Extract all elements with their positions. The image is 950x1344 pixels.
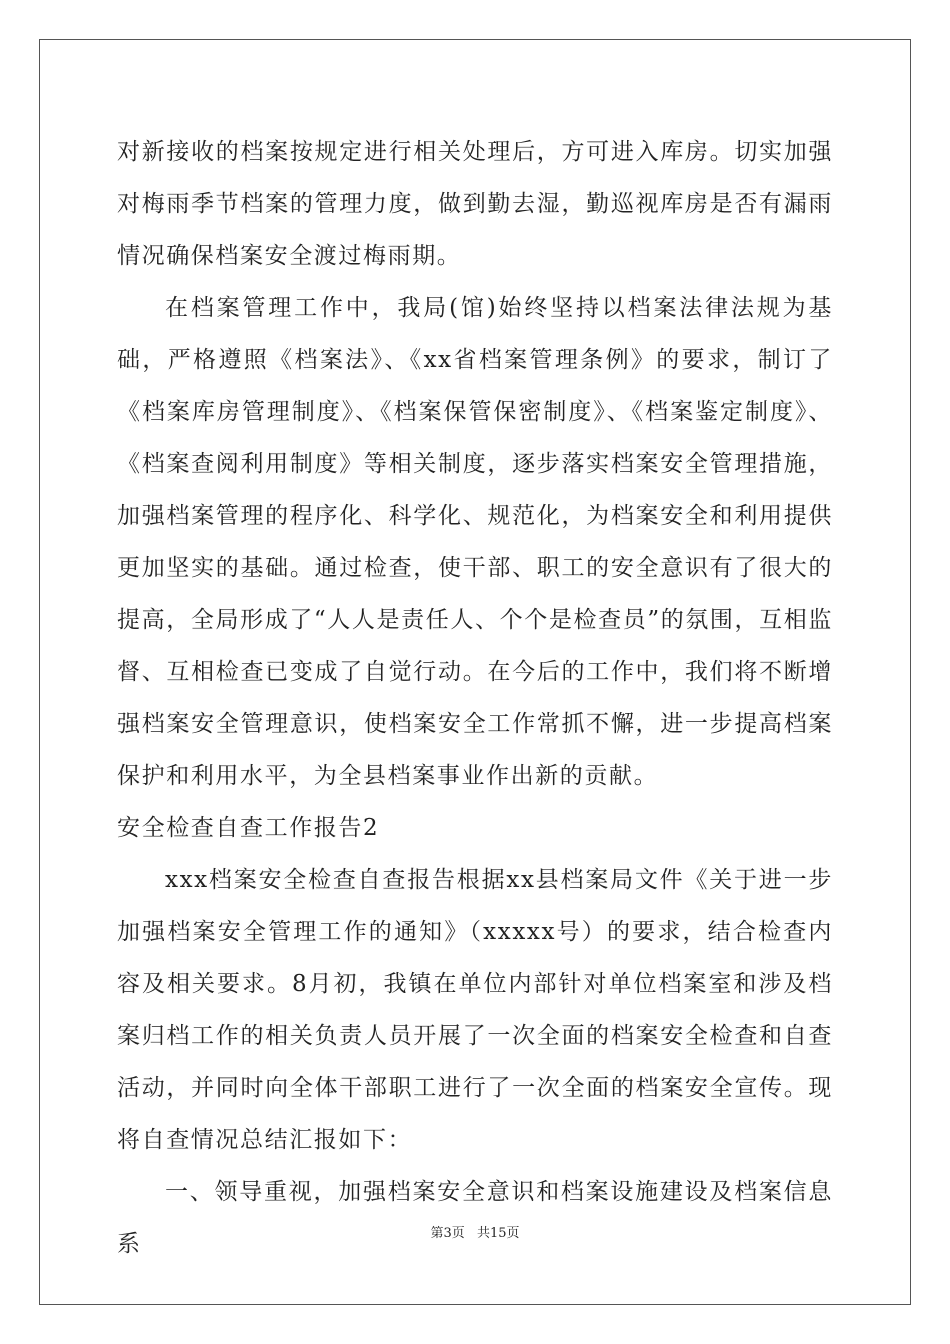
paragraph-2: 在档案管理工作中，我局(馆)始终坚持以档案法律法规为基础，严格遵照《档案法》、《xx省档案管理条例》的要求，制订了《档案库房管理制度》、《档案保管保密制度》、《档案鉴定制度》、《档案查阅利用制度》等相关制度，逐步落实档案安全管理措施，加强档案管理的程序化、科学化、规范化，为档案安全和利用提供更加坚实的基础。通过检查，使干部、职工的安全意识有了很大的提高，全局形成了“人人是责任人、个个是检查员”的氛围，互相监督、互相检查已变成了自觉行动。在今后的工作中，我们将不断增强档案安全管理意识，使档案安全工作常抓不懈，进一步提高档案保护和利用水平，为全县档案事业作出新的贡献。 <box>117 295 833 789</box>
document-body <box>117 126 833 1270</box>
page-footer <box>0 1222 950 1241</box>
section-heading: 安全检查自查工作报告2 <box>117 815 380 841</box>
paragraph-1: 对新接收的档案按规定进行相关处理后，方可进入库房。切实加强对梅雨季节档案的管理力度，做到勤去湿，勤巡视库房是否有漏雨情况确保档案安全渡过梅雨期。 <box>117 139 833 269</box>
paragraph-3: xxx档案安全检查自查报告根据xx县档案局文件《关于进一步加强档案安全管理工作的通知》（xxxxx号）的要求，结合检查内容及相关要求。8月初，我镇在单位内部针对单位档案室和涉及档案归档工作的相关负责人员开展了一次全面的档案安全检查和自查活动，并同时向全体干部职工进行了一次全面的档案安全宣传。现将自查情况总结汇报如下： <box>117 867 833 1153</box>
page-number: 第3页 <box>430 1226 465 1241</box>
paragraph-4: 一、领导重视，加强档案安全意识和档案设施建设及档案信息系 <box>117 1179 833 1257</box>
page-total: 共15页 <box>476 1226 520 1241</box>
